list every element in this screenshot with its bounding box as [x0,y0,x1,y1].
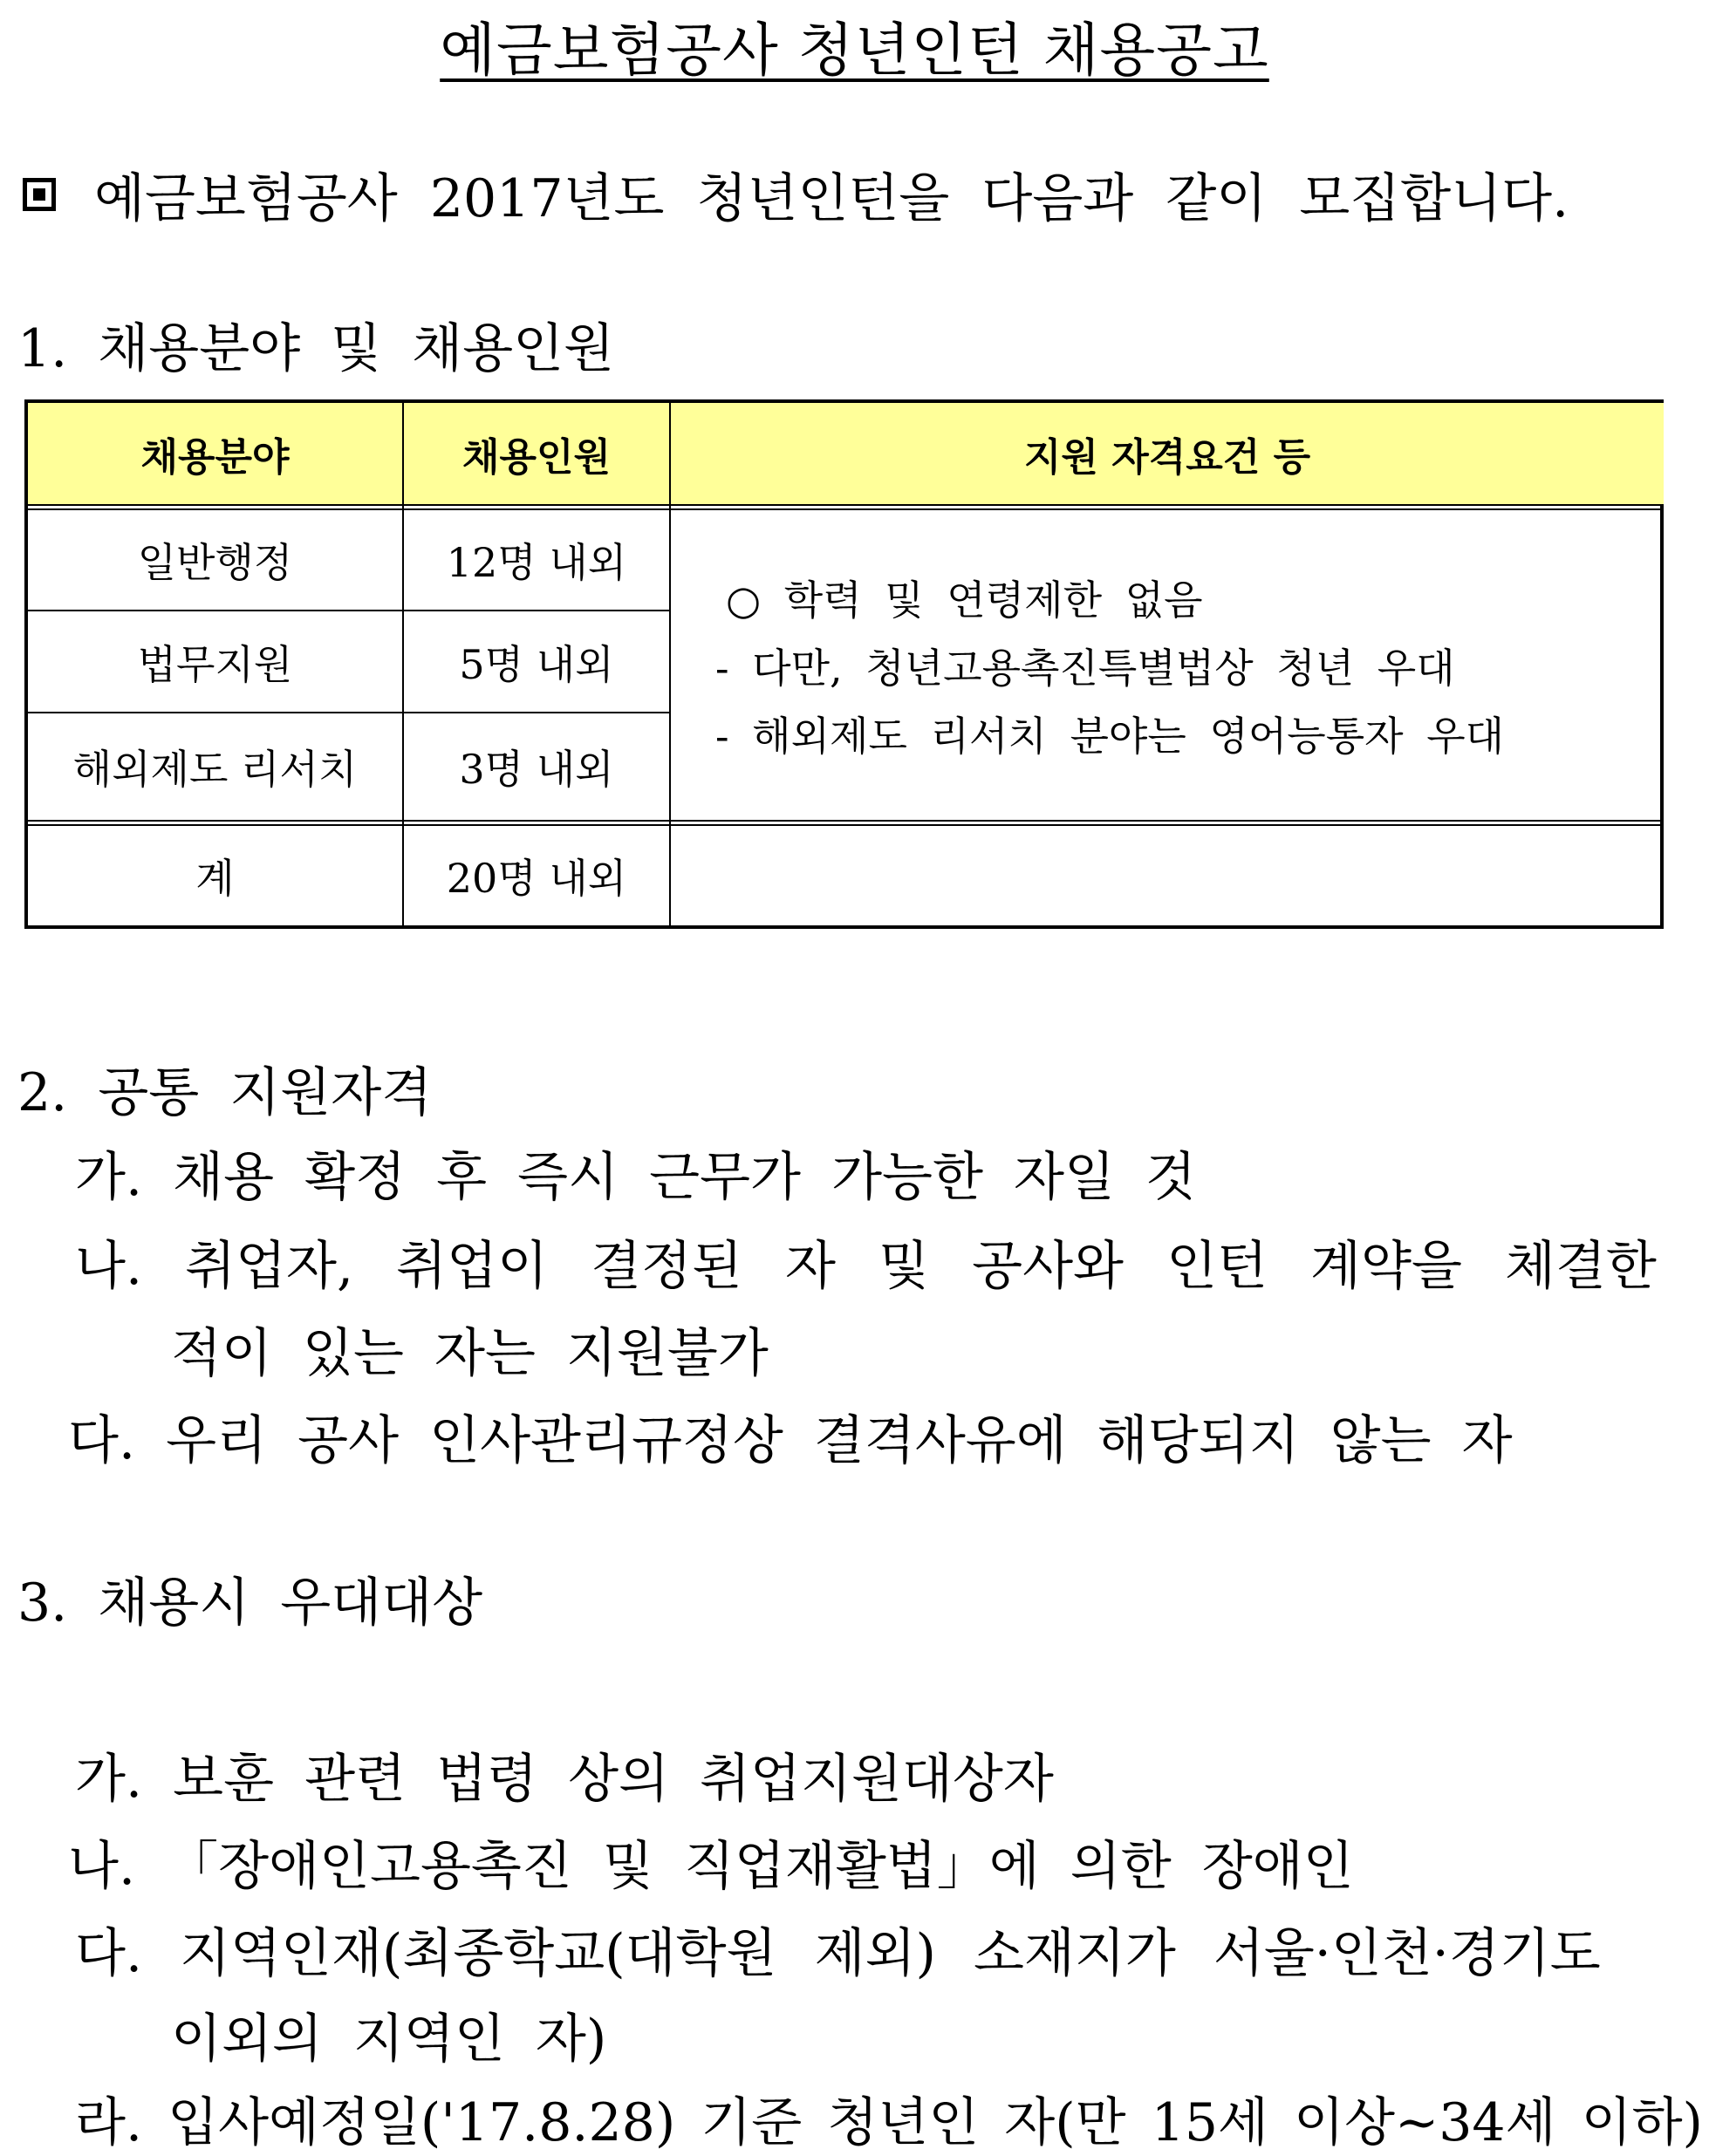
header-field: 채용분야 [28,403,402,504]
item-label: 나. [75,1236,143,1297]
list-item [75,1737,1054,1812]
qualification-line-2: - 다만, 청년고용촉진특별법상 청년 우대 [715,645,1455,692]
header-divider [28,504,1660,510]
page-title: 예금보험공사 청년인턴 채용공고 [440,17,1269,84]
row-count-2: 5명 내외 [459,640,614,688]
row-field-2: 법무지원 [137,640,293,688]
list-item [68,1825,1354,1900]
intro-text: 예금보험공사 2017년도 청년인턴을 다음과 같이 모집합니다. [94,168,1569,229]
section2-heading: 2. 공통 지원자격 [17,1062,433,1123]
row-field-1: 일반행정 [137,539,293,586]
recruitment-table [24,399,1664,929]
item-label: 나. [68,1836,136,1897]
item-label: 라. [75,2092,143,2153]
item-label: 다. [75,1923,143,1984]
header-qualification: 지원 자격요건 등 [671,403,1664,504]
section3-heading: 3. 채용시 우대대상 [17,1573,483,1634]
total-divider [28,820,1660,826]
item-text: 채용 확정 후 즉시 근무가 가능한 자일 것 [173,1147,1196,1208]
item-text: 취업자, 취업이 결정된 자 및 공사와 인턴 계약을 체결한 [185,1236,1657,1297]
qualification-line-3: - 해외제도 리서치 분야는 영어능통자 우대 [715,713,1505,760]
total-count: 20명 내외 [446,855,627,902]
square-bullet-icon [23,178,56,211]
item-label: 가. [75,1147,143,1208]
row-count-1: 12명 내외 [446,539,627,586]
list-item [75,2081,1703,2156]
row-field-3: 해외제도 리서치 [72,746,358,793]
list-item [75,1912,1601,1987]
section1-heading: 1. 채용분야 및 채용인원 [17,318,615,379]
intro-line [23,157,1569,232]
item-continuation: 이외의 지역인 자) [171,2009,607,2070]
item-text: 「장애인고용촉진 및 직업재활법」에 의한 장애인 [166,1836,1354,1897]
column-divider [402,403,404,925]
list-item [68,1399,1513,1474]
header-count: 채용인원 [404,403,669,504]
item-continuation: 적이 있는 자는 지원불가 [171,1323,769,1384]
item-label: 가. [75,1749,143,1810]
item-label: 다. [68,1410,136,1471]
item-text: 보훈 관련 법령 상의 취업지원대상자 [173,1749,1054,1810]
item-text: 우리 공사 인사관리규정상 결격사유에 해당되지 않는 자 [166,1410,1513,1471]
row-count-3: 3명 내외 [459,746,614,793]
list-item [75,1136,1196,1211]
total-field: 계 [195,855,235,902]
qualification-line-1: ○ 학력 및 연령제한 없음 [726,577,1203,624]
column-divider [669,403,671,925]
list-item [75,1225,1657,1300]
item-text: 입사예정일('17.8.28) 기준 청년인 자(만 15세 이상~34세 이하) [167,2092,1703,2153]
item-text: 지역인재(최종학교(대학원 제외) 소재지가 서울·인천·경기도 [180,1923,1601,1984]
